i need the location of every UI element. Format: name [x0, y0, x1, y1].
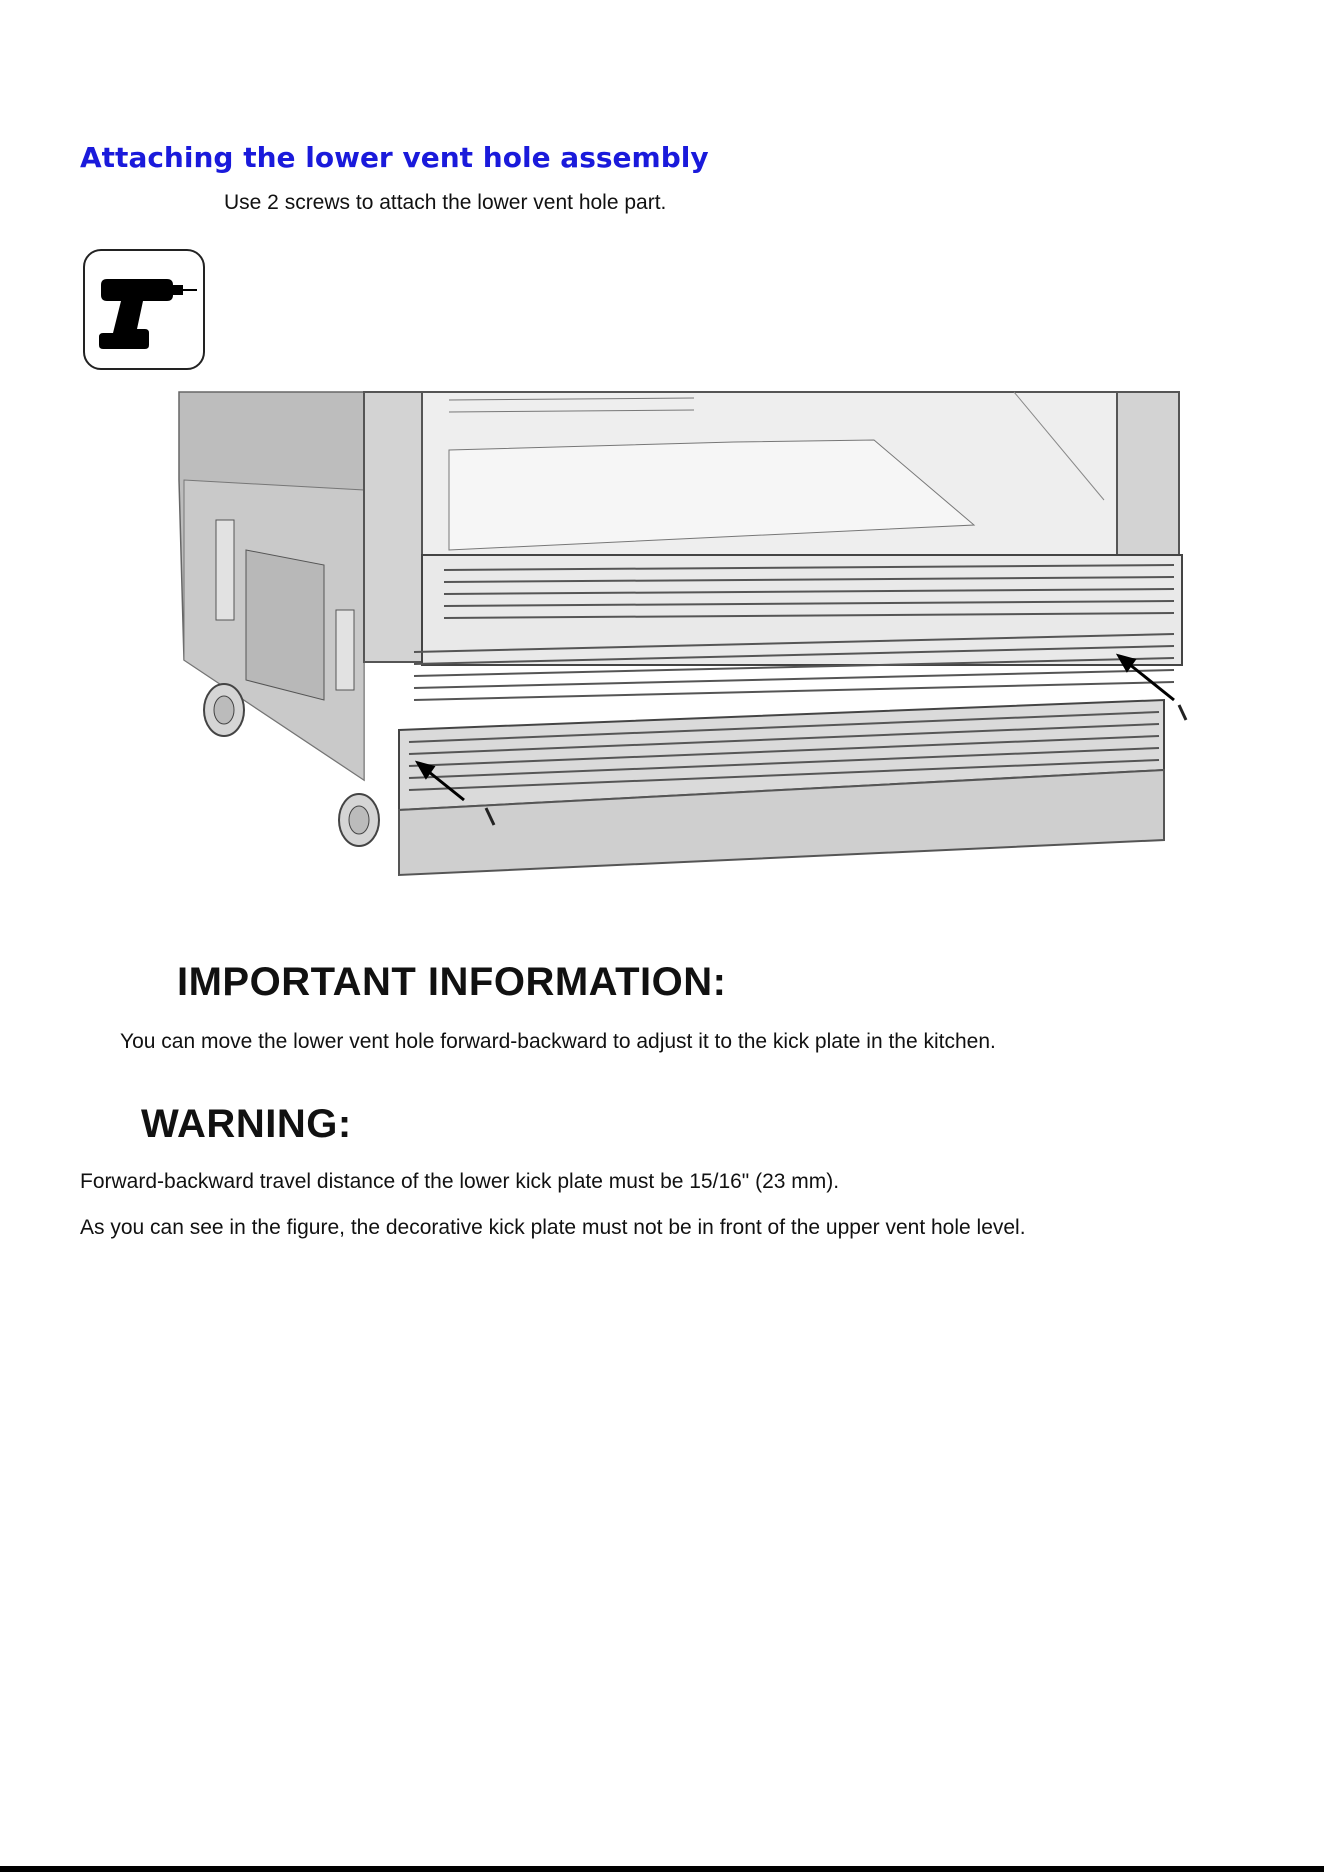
warning-heading: WARNING: — [141, 1102, 352, 1146]
instruction-text: Use 2 screws to attach the lower vent hole part. — [224, 191, 667, 214]
page-bottom-rule — [0, 1866, 1324, 1872]
drill-tool-badge — [83, 249, 205, 370]
important-text: You can move the lower vent hole forward-backward to adjust it to the kick plate in the kitchen. — [120, 1030, 996, 1053]
warning-line: As you can see in the figure, the decorative kick plate must not be in front of the upper vent hole level. — [80, 1216, 1026, 1239]
power-drill-icon — [85, 251, 207, 372]
section-title: Attaching the lower vent hole assembly — [80, 141, 709, 174]
appliance-vent-illustration — [174, 390, 1194, 880]
important-heading: IMPORTANT INFORMATION: — [177, 960, 727, 1004]
warning-line: Forward-backward travel distance of the lower kick plate must be 15/16" (23 mm). — [80, 1170, 840, 1193]
